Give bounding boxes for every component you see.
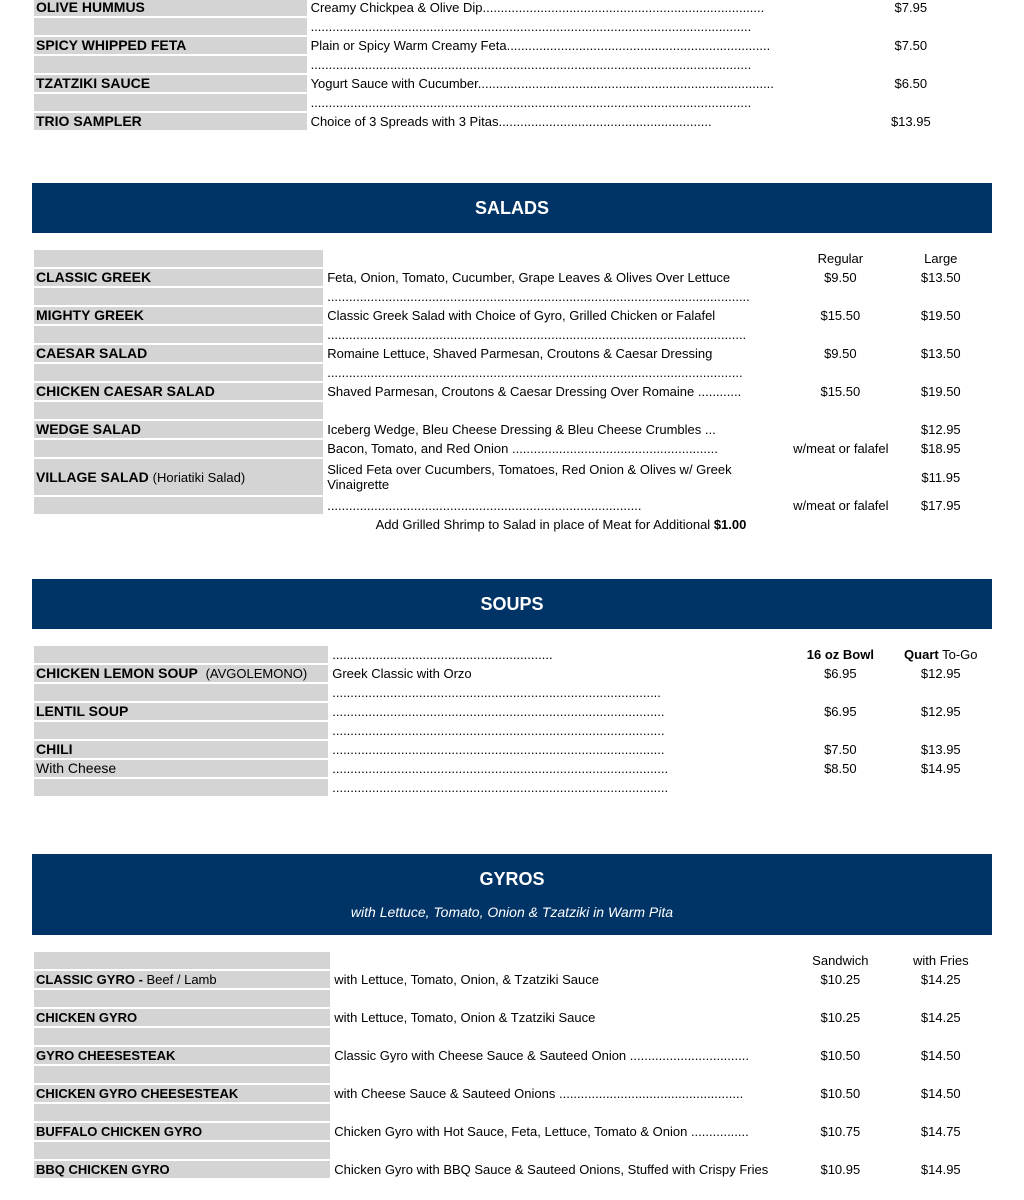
spacer-row — [34, 990, 990, 1007]
item-name: BUFFALO CHICKEN GYRO — [34, 1123, 330, 1140]
spacer-row — [34, 1142, 990, 1159]
menu-row — [34, 0, 990, 16]
item-price-regular: $15.50 — [820, 308, 861, 323]
menu-row — [34, 269, 990, 286]
spacer-row: ............................................................................................. — [34, 779, 990, 796]
item-price-large: $11.95 — [921, 469, 961, 485]
item-price-regular: $9.50 — [824, 346, 857, 361]
item-name: CHICKEN LEMON SOUP (AVGOLEMONO) — [34, 665, 328, 682]
menu-row — [34, 1009, 990, 1026]
item-price-sandwich: $10.75 — [820, 1124, 861, 1139]
item-name: CLASSIC GREEK — [34, 269, 323, 286]
spacer-row: .......................................................................................................................... — [34, 94, 990, 111]
item-name: CAESAR SALAD — [34, 345, 323, 362]
item-price: $7.50 — [894, 38, 928, 53]
menu-row — [34, 1161, 990, 1178]
menu-row — [34, 421, 990, 438]
item-desc: ............................................................................................ — [332, 704, 665, 719]
item-name: MIGHTY GREEK — [34, 307, 323, 324]
spacer-row: .......................................................................................................................... — [34, 18, 990, 35]
item-price-sandwich: $10.50 — [820, 1048, 861, 1063]
item-name: CHILI — [34, 741, 328, 758]
item-desc: with Lettuce, Tomato, Onion, & Tzatziki Sauce — [334, 972, 599, 987]
item-price-fries: $14.50 — [920, 1048, 961, 1063]
section-subtitle: with Lettuce, Tomato, Onion & Tzatziki in Warm Pita — [350, 904, 674, 920]
item-price-large: $13.50 — [920, 346, 961, 361]
item-price-quart: $13.95 — [920, 742, 961, 757]
soups-section — [32, 644, 992, 798]
col-regular: Regular — [817, 251, 864, 266]
item-desc: Iceberg Wedge, Bleu Cheese Dressing & Bleu Cheese Crumbles ... — [327, 422, 716, 437]
note-row — [34, 516, 990, 533]
col-quart: Quart To-Go — [904, 647, 978, 662]
item-desc: Yogurt Sauce with Cucumber.................................................................................. — [310, 76, 774, 91]
item-price-sandwich: $10.25 — [820, 1010, 861, 1025]
item-desc: Classic Gyro with Cheese Sauce & Sauteed Onion ................................. — [334, 1048, 749, 1063]
item-name: TRIO SAMPLER — [34, 113, 307, 130]
gyros-section — [32, 950, 992, 1180]
item-desc: with Lettuce, Tomato, Onion & Tzatziki Sauce — [334, 1010, 596, 1025]
item-desc: Greek Classic with Orzo — [332, 666, 472, 681]
item-price-bowl: $6.95 — [824, 704, 857, 719]
spacer-row: ............................................................................................ — [34, 722, 990, 739]
menu-row — [34, 665, 990, 682]
item-name: GYRO CHEESESTEAK — [34, 1047, 330, 1064]
item-name: CHICKEN GYRO CHEESESTEAK — [34, 1085, 330, 1102]
soups-table — [32, 644, 992, 798]
meat-label: w/meat or falafel — [793, 498, 889, 513]
salad-note: Add Grilled Shrimp to Salad in place of Meat for Additional $1.00 — [375, 517, 747, 532]
item-price-sandwich: $10.25 — [820, 972, 861, 987]
item-price-bowl: $7.50 — [824, 742, 857, 757]
spacer-row: .......................................................................................................................... — [34, 56, 990, 73]
menu-row — [34, 703, 990, 720]
header-row — [34, 250, 990, 267]
item-desc: Romaine Lettuce, Shaved Parmesan, Croutons & Caesar Dressing — [327, 346, 713, 361]
item-desc: Bacon, Tomato, and Red Onion ......................................................... — [327, 441, 718, 456]
item-price-sandwich: $10.95 — [820, 1162, 861, 1177]
item-name: SPICY WHIPPED FETA — [34, 37, 307, 54]
item-price-large: $19.50 — [920, 308, 961, 323]
menu-row: ....................................................................................... w/meat or falafel $17.95 — [34, 497, 990, 514]
salads-banner — [32, 183, 992, 233]
item-price: $13.95 — [890, 114, 931, 129]
menu-row — [34, 75, 990, 92]
menu-row — [34, 971, 990, 988]
item-desc: ............................................................................................. — [332, 761, 669, 776]
item-price-regular: $9.50 — [824, 270, 857, 285]
item-desc: Choice of 3 Spreads with 3 Pitas........................................................... — [310, 114, 712, 129]
col-bowl: 16 oz Bowl — [806, 647, 874, 662]
item-price-fries: $14.75 — [920, 1124, 961, 1139]
col-sandwich: Sandwich — [812, 953, 869, 968]
item-desc: Chicken Gyro with Hot Sauce, Feta, Lettuce, Tomato & Onion ................ — [334, 1124, 749, 1139]
menu-row — [34, 459, 990, 495]
spacer-row: ........................................................................................... — [34, 684, 990, 701]
spacer-row — [34, 1028, 990, 1045]
menu-row — [34, 440, 990, 457]
menu-row — [34, 37, 990, 54]
spacer-row — [34, 1104, 990, 1121]
menu-row — [34, 1047, 990, 1064]
menu-row — [34, 345, 990, 362]
spacer-row — [34, 1066, 990, 1083]
header-row — [34, 952, 990, 969]
menu-row — [34, 307, 990, 324]
item-desc: Sliced Feta over Cucumbers, Tomatoes, Red Onion & Olives w/ Greek Vinaigrette — [327, 462, 732, 492]
item-price-fries: $14.25 — [920, 1010, 961, 1025]
item-desc: ............................................................................................ — [332, 742, 665, 757]
item-desc: Feta, Onion, Tomato, Cucumber, Grape Leaves & Olives Over Lettuce — [327, 270, 731, 285]
item-price-large: $17.95 — [920, 498, 961, 513]
item-desc: with Cheese Sauce & Sauteed Onions ................................................... — [334, 1086, 744, 1101]
menu-row — [34, 1123, 990, 1140]
item-price-large: $12.95 — [920, 422, 961, 437]
item-price-fries: $14.95 — [920, 1162, 961, 1177]
item-price-fries: $14.25 — [920, 972, 961, 987]
menu-row — [34, 1085, 990, 1102]
item-price-large: $18.95 — [920, 441, 961, 456]
salads-table — [32, 248, 992, 535]
section-title: SALADS — [474, 198, 549, 218]
item-name: LENTIL SOUP — [34, 703, 328, 720]
item-price: $7.95 — [894, 0, 928, 15]
menu-row — [34, 741, 990, 758]
col-large: Large — [924, 251, 958, 266]
section-title: SOUPS — [480, 594, 544, 614]
soups-banner — [32, 579, 992, 629]
item-price-sandwich: $10.50 — [820, 1086, 861, 1101]
item-price-bowl: $8.50 — [824, 761, 857, 776]
item-price-quart: $12.95 — [920, 704, 961, 719]
salads-section — [32, 248, 992, 535]
item-name: WEDGE SALAD — [34, 421, 323, 438]
spreads-section — [32, 0, 992, 132]
item-name: TZATZIKI SAUCE — [34, 75, 307, 92]
spacer-row — [34, 402, 990, 419]
item-name: CLASSIC GYRO - Beef / Lamb — [34, 971, 330, 988]
item-name: BBQ CHICKEN GYRO — [34, 1161, 330, 1178]
spacer-row: ..................................................................................................................... — [34, 288, 990, 305]
spacer-row: ................................................................................................................... — [34, 364, 990, 381]
item-desc: Classic Greek Salad with Choice of Gyro, Grilled Chicken or Falafel — [327, 308, 716, 323]
item-name: With Cheese — [34, 760, 328, 777]
meat-label: w/meat or falafel — [793, 441, 889, 456]
item-desc: Plain or Spicy Warm Creamy Feta......................................................................... — [310, 38, 771, 53]
header-row: ............................................................. 16 oz Bowl Quart To-Go — [34, 646, 990, 663]
item-desc: Chicken Gyro with BBQ Sauce & Sauteed Onions, Stuffed with Crispy Fries — [334, 1162, 769, 1177]
section-title: GYROS — [479, 869, 545, 889]
item-price: $6.50 — [894, 76, 928, 91]
item-name: CHICKEN GYRO — [34, 1009, 330, 1026]
item-desc: Creamy Chickpea & Olive Dip.............................................................................. — [310, 0, 765, 15]
gyros-banner — [32, 854, 992, 935]
item-name: VILLAGE SALAD (Horiatiki Salad) — [34, 459, 323, 495]
item-price-large: $19.50 — [920, 384, 961, 399]
item-price-fries: $14.50 — [920, 1086, 961, 1101]
item-name: CHICKEN CAESAR SALAD — [34, 383, 323, 400]
item-price-quart: $14.95 — [920, 761, 961, 776]
menu-row — [34, 383, 990, 400]
item-price-regular: $15.50 — [820, 384, 861, 399]
spreads-table — [32, 0, 992, 132]
col-fries: with Fries — [912, 953, 969, 968]
item-price-large: $13.50 — [920, 270, 961, 285]
item-price-bowl: $6.95 — [824, 666, 857, 681]
menu-row — [34, 113, 990, 130]
spacer-row: .................................................................................................................... — [34, 326, 990, 343]
item-price-quart: $12.95 — [920, 666, 961, 681]
item-name: OLIVE HUMMUS — [34, 0, 307, 16]
item-desc: Shaved Parmesan, Croutons & Caesar Dressing Over Romaine ............ — [327, 384, 742, 399]
gyros-table — [32, 950, 992, 1180]
menu-row — [34, 760, 990, 777]
